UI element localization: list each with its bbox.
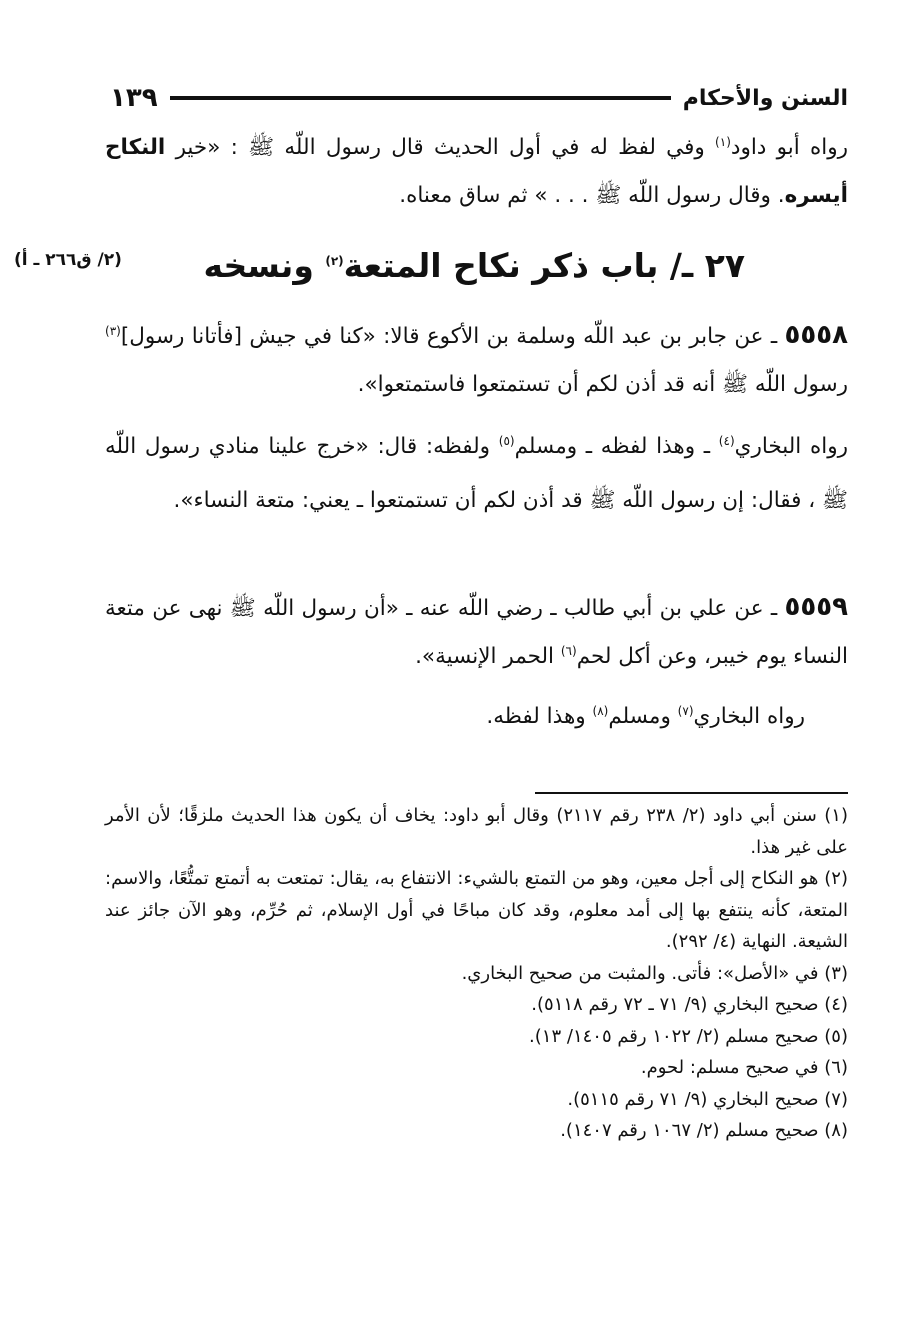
hadith-text: ـ عن علي بن أبي طالب ـ رضي اللّه عنه ـ «أن رسول اللّه ﷺ نهى عن متعة النساء يوم خيبر، وعن أكل لحم: [105, 596, 848, 669]
footnote-ref: (٥): [498, 433, 515, 448]
chapter-heading-row: [14, 236, 850, 298]
footnote-3: (٣) في «الأصل»: فأتى. والمثبت من صحيح البخاري.: [461, 962, 848, 984]
narration-text: ـ وهذا لفظه ـ ومسلم: [514, 434, 719, 459]
chapter-title-text: ونسخه: [203, 246, 326, 285]
hadith-number: ٥٥٥٩: [784, 592, 848, 622]
chapter-title-text: ٢٧ ـ/ باب ذكر نكاح المتعة: [343, 246, 745, 285]
header-rule: [170, 96, 671, 100]
footnote-6: (٦) في صحيح مسلم: لحوم.: [640, 1057, 848, 1078]
intro-paragraph: [105, 124, 848, 220]
narration-text: رواه البخاري: [734, 434, 848, 459]
running-title: السنن والأحكام: [682, 85, 848, 111]
footnote-7: (٧) صحيح البخاري (٩/ ٧١ رقم ٥١١٥).: [567, 1088, 848, 1110]
narration-text: ولفظه: قال: «خرج علينا منادي رسول اللّه ﷺ ، فقال: إن رسول اللّه ﷺ قد أذن لكم أن تستمتعوا ـ يعني: متعة النساء».: [105, 434, 848, 513]
narration-text: رواه البخاري: [693, 704, 805, 729]
hadith-text: الحمر الإنسية».: [415, 644, 561, 669]
narration-5558: [105, 420, 848, 528]
hadith-5559: [105, 583, 848, 681]
footnote-1: (١) سنن أبي داود (٢/ ٢٣٨ رقم ٢١١٧) وقال أبو داود: يخاف أن يكون هذا الحديث ملزقًا؛ لأن الأمر على غير هذا.: [105, 805, 848, 858]
intro-text: وفي لفظ له في أول الحديث قال رسول اللّه ﷺ : «خير: [165, 135, 716, 160]
manuscript-reference: (٢/ ق٢٦٦ ـ أ): [14, 250, 122, 270]
page-number: ١٣٩: [110, 83, 158, 113]
intro-bold-text: النكاح أيسره: [105, 135, 848, 208]
footnote-8: (٨) صحيح مسلم (٢/ ١٠٦٧ رقم ١٤٠٧).: [560, 1120, 848, 1141]
hadith-5558: [105, 311, 848, 409]
footnote-ref: (٤): [718, 433, 735, 448]
footnotes: [105, 800, 848, 1147]
footnote-ref: (٢): [325, 254, 344, 268]
footnote-4: (٤) صحيح البخاري (٩/ ٧١ ـ ٧٢ رقم ٥١١٨).: [531, 994, 848, 1015]
narration-text: ومسلم: [608, 704, 678, 729]
footnote-ref: (١): [715, 134, 731, 149]
footnote-5: (٥) صحيح مسلم (٢/ ١٠٢٢ رقم ١٤٠٥/ ١٣).: [529, 1025, 848, 1047]
intro-text: رواه أبو داود: [730, 135, 848, 160]
intro-text: . وقال رسول اللّه ﷺ . . . » ثم ساق معناه.: [399, 183, 785, 208]
narration-5559: [105, 693, 805, 741]
footnote-separator: [535, 792, 848, 794]
footnote-ref: (٦): [560, 643, 577, 658]
page-header: [110, 80, 848, 116]
hadith-number: ٥٥٥٨: [784, 320, 848, 350]
footnote-ref: (٣): [105, 323, 121, 338]
hadith-text: رسول اللّه ﷺ أنه قد أذن لكم أن تستمتعوا فاستمتعوا».: [357, 372, 848, 397]
footnote-ref: (٧): [677, 703, 694, 718]
hadith-text: ـ عن جابر بن عبد اللّه وسلمة بن الأكوع قالا: «كنا في جيش [فأتانا رسول]: [120, 324, 785, 349]
narration-text: وهذا لفظه.: [486, 704, 593, 729]
footnote-2: (٢) هو النكاح إلى أجل معين، وهو من التمتع بالشيء: الانتفاع به، يقال: تمتعت به أتمتع تمتُّعًا، والاسم: المتعة، كأنه ينتفع بها إلى أمد معلوم، وقد كان مباحًا في أول الإسلام، ثم حُرِّم، وهو الآن جائز عند الشيعة. النهاية (٤/ ٢٩٢).: [105, 868, 848, 952]
chapter-title: [204, 236, 745, 296]
footnote-ref: (٨): [592, 703, 609, 718]
